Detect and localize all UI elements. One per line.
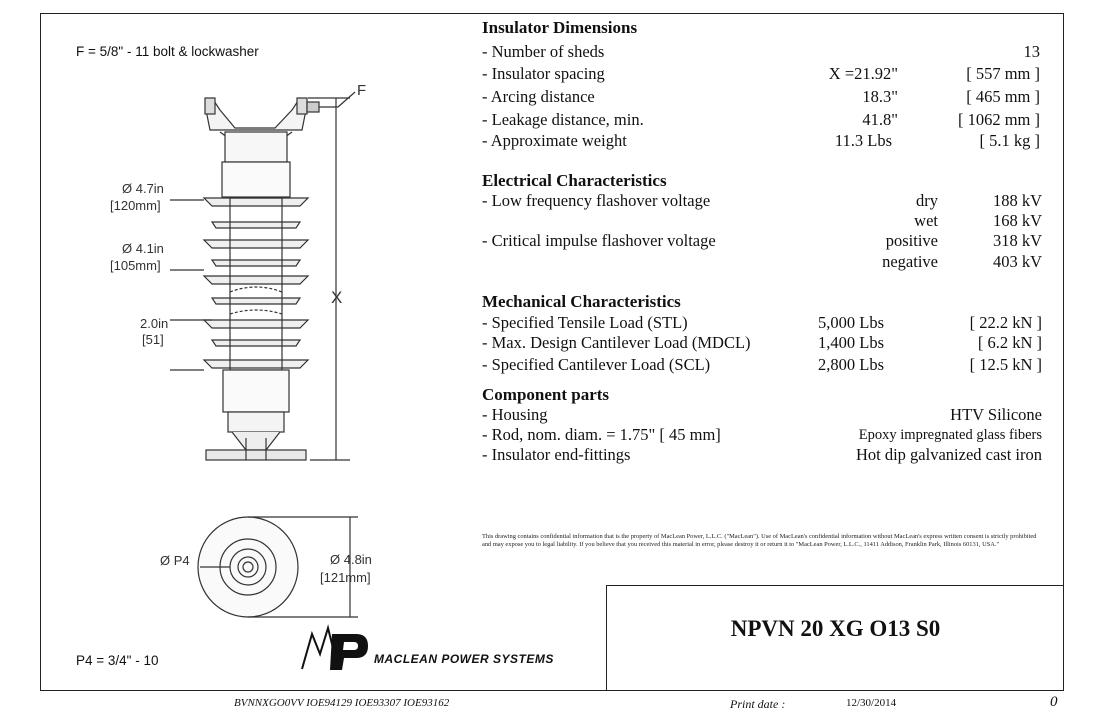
mid-diameter-in: Ø 4.1in <box>122 241 164 256</box>
print-date: 12/30/2014 <box>846 697 897 709</box>
dimension-metric: [ 1062 mm ] <box>957 110 1040 129</box>
dimensions-title: Insulator Dimensions <box>482 18 638 37</box>
dimension-metric: 13 <box>1023 42 1040 61</box>
logo-text: MACLEAN POWER SYSTEMS <box>374 652 554 666</box>
bolt-note: F = 5/8" - 11 bolt & lockwasher <box>76 44 259 59</box>
mechanical-value: 5,000 Lbs <box>818 313 884 332</box>
dimension-value: 11.3 Lbs <box>834 131 892 150</box>
electrical-condition: dry <box>916 191 938 210</box>
component-label: - Insulator end-fittings <box>482 445 631 464</box>
dimension-label: - Leakage distance, min. <box>482 110 644 129</box>
title-block <box>606 585 1064 691</box>
component-label: - Rod, nom. diam. = 1.75" [ 45 mm] <box>482 425 721 444</box>
part-number: NPVN 20 XG O13 S0 <box>730 616 941 641</box>
base-diameter-in: Ø 4.8in <box>330 552 372 567</box>
top-diameter-in: Ø 4.7in <box>122 181 164 196</box>
mechanical-value: 1,400 Lbs <box>818 333 884 352</box>
electrical-title: Electrical Characteristics <box>482 171 667 190</box>
component-label: - Housing <box>482 405 548 424</box>
component-value: Hot dip galvanized cast iron <box>855 445 1042 464</box>
dimension-metric: [ 5.1 kg ] <box>979 131 1040 150</box>
dimension-metric: [ 557 mm ] <box>966 64 1040 83</box>
p4-note: P4 = 3/4" - 10 <box>76 653 159 668</box>
mechanical-label: - Specified Tensile Load (STL) <box>482 313 688 332</box>
electrical-value: 403 kV <box>992 252 1042 271</box>
electrical-value: 188 kV <box>992 191 1042 210</box>
p4-diameter-label: Ø P4 <box>160 553 190 568</box>
base-diameter-mm: [121mm] <box>320 570 371 585</box>
mechanical-label: - Specified Cantilever Load (SCL) <box>482 355 711 374</box>
mechanical-label: - Max. Design Cantilever Load (MDCL) <box>482 333 751 352</box>
print-date-label: Print date : <box>730 697 786 711</box>
revision-number: 0 <box>1050 694 1058 710</box>
low-frequency-label: - Low frequency flashover voltage <box>482 191 711 210</box>
spacing-in: 2.0in <box>140 316 169 331</box>
electrical-value: 318 kV <box>992 231 1042 250</box>
dimension-value: X =21.92" <box>828 64 898 83</box>
dimension-value: 41.8" <box>862 110 898 129</box>
dimension-label: - Number of sheds <box>482 42 605 61</box>
component-value: HTV Silicone <box>950 405 1042 424</box>
top-diameter-mm: [120mm] <box>110 198 161 213</box>
mid-diameter-mm: [105mm] <box>110 258 161 273</box>
electrical-condition: negative <box>882 252 938 271</box>
dimension-label: - Approximate weight <box>482 131 627 150</box>
insulator-drawing <box>60 70 440 490</box>
dimension-label: - Insulator spacing <box>482 64 605 83</box>
mechanical-metric: [ 6.2 kN ] <box>977 333 1042 352</box>
mechanical-value: 2,800 Lbs <box>818 355 884 374</box>
confidentiality-notice: This drawing contains confidential information that is the property of MacLean Power, L.L.C. ("MacLean"). Use of MacLean's confidential information without MacLean's express written consent is strictly prohibited and may expose you to legal liability. If you believe that you received this material in error, please destroy it or return it to "MacLean Power, L.L.C., 11411 Addison, Franklin Park, Illinois 60131, USA." <box>482 533 1037 548</box>
f-callout: F <box>357 82 367 99</box>
electrical-value: 168 kV <box>992 211 1042 230</box>
electrical-condition: wet <box>914 211 938 230</box>
maclean-logo-icon <box>298 624 370 674</box>
component-value: Epoxy impregnated glass fibers <box>858 427 1042 443</box>
mechanical-metric: [ 22.2 kN ] <box>969 313 1042 332</box>
mechanical-metric: [ 12.5 kN ] <box>969 355 1042 374</box>
components-title: Component parts <box>482 385 610 404</box>
electrical-condition: positive <box>885 231 938 250</box>
dimension-label: - Arcing distance <box>482 87 595 106</box>
x-dimension-label: X <box>331 288 343 307</box>
footer-codes: BVNNXGO0VV IOE94129 IOE93307 IOE93162 <box>234 697 450 709</box>
base-view-drawing <box>180 512 360 624</box>
dimension-value: 18.3" <box>862 87 898 106</box>
spacing-mm: [51] <box>142 332 164 347</box>
dimension-metric: [ 465 mm ] <box>966 87 1040 106</box>
critical-impulse-label: - Critical impulse flashover voltage <box>482 231 716 250</box>
mechanical-title: Mechanical Characteristics <box>482 292 681 311</box>
